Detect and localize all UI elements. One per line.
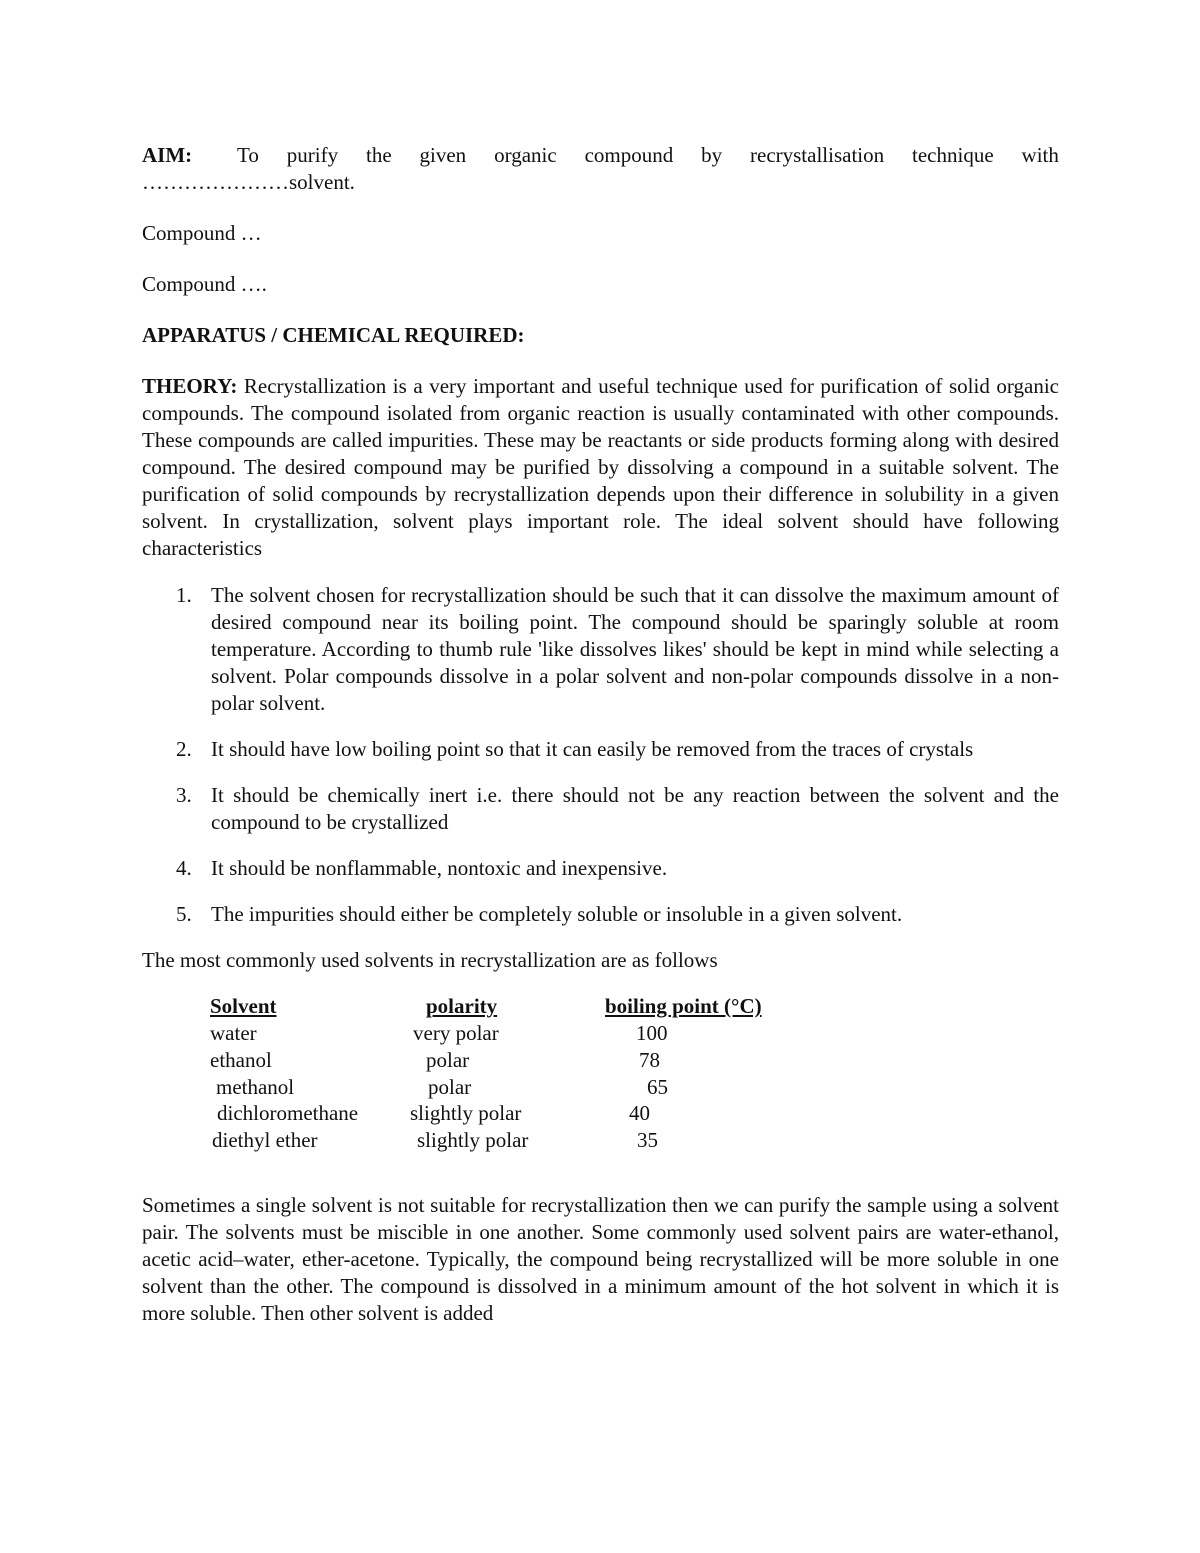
list-item-text: It should be nonflammable, nontoxic and inexpensive. bbox=[211, 856, 668, 880]
table-cell-polarity: polar bbox=[428, 1075, 472, 1099]
theory-paragraph bbox=[142, 373, 1059, 562]
document-page bbox=[142, 142, 1059, 1327]
solvent-pair-paragraph: Sometimes a single solvent is not suitable for recrystallization then we can purify the sample using a solvent pair. The solvents must be miscible in one another. Some commonly used solvent pairs are water-ethanol, acetic acid–water, ether-acetone. Typically, the compound being recrystallized will be more soluble in one solvent than the other. The compound is dissolved in a minimum amount of the hot solvent in which it is more soluble. Then other solvent is added bbox=[142, 1193, 1059, 1325]
header-polarity: polarity bbox=[426, 994, 498, 1018]
table-cell-polarity: slightly polar bbox=[417, 1128, 529, 1152]
list-item bbox=[142, 855, 1059, 882]
compound-line-1: Compound … bbox=[142, 221, 262, 245]
theory-text: Recrystallization is a very important and useful technique used for purification of solid organic compounds. The compound isolated from organic reaction is usually contaminated with other compounds. These compounds are called impurities. These may be reactants or side products forming along with desired compound. The desired compound may be purified by dissolving a compound in a suitable solvent. The purification of solid compounds by recrystallization depends upon their difference in solubility in a given solvent. In crystallization, solvent plays important role. The ideal solvent should have following characteristics bbox=[142, 374, 1059, 560]
list-item-text: It should have low boiling point so that it can easily be removed from the traces of crystals bbox=[211, 737, 974, 761]
list-item-text: The impurities should either be completely soluble or insoluble in a given solvent. bbox=[211, 902, 903, 926]
table-cell-solvent: dichloromethane bbox=[217, 1101, 359, 1125]
solvent-table bbox=[142, 993, 1059, 1153]
list-item-number: 4. bbox=[176, 856, 192, 880]
theory-label: THEORY: bbox=[142, 374, 238, 398]
table-cell-solvent: water bbox=[210, 1021, 257, 1045]
table-cell-boiling-point: 40 bbox=[629, 1101, 650, 1125]
list-item bbox=[142, 582, 1059, 717]
characteristics-list bbox=[142, 582, 1059, 928]
aim-word: the bbox=[365, 143, 392, 167]
table-cell-boiling-point: 100 bbox=[636, 1021, 668, 1045]
list-item bbox=[142, 736, 1059, 763]
aim-word: recrystallisation bbox=[750, 143, 885, 167]
table-cell-polarity: polar bbox=[426, 1048, 470, 1072]
aim-word: To bbox=[237, 143, 259, 167]
table-cell-solvent: methanol bbox=[216, 1075, 295, 1099]
table-cell-boiling-point: 65 bbox=[647, 1075, 668, 1099]
list-item-number: 5. bbox=[176, 902, 192, 926]
apparatus-heading: APPARATUS / CHEMICAL REQUIRED: bbox=[142, 323, 525, 347]
aim-word: given bbox=[419, 143, 467, 167]
header-solvent: Solvent bbox=[210, 994, 277, 1018]
list-item-number: 1. bbox=[176, 583, 192, 607]
aim-text bbox=[237, 142, 1059, 169]
list-item bbox=[142, 901, 1059, 928]
list-item bbox=[142, 782, 1059, 836]
table-cell-polarity: slightly polar bbox=[410, 1101, 522, 1125]
header-boiling-point: boiling point (°C) bbox=[605, 994, 762, 1018]
table-cell-boiling-point: 78 bbox=[639, 1048, 660, 1072]
solvents-intro: The most commonly used solvents in recrystallization are as follows bbox=[142, 948, 718, 972]
aim-word: by bbox=[701, 143, 723, 167]
aim-word: organic bbox=[494, 143, 557, 167]
aim-word: with bbox=[1021, 143, 1059, 167]
aim-word: compound bbox=[584, 143, 674, 167]
aim-word: purify bbox=[286, 143, 339, 167]
table-cell-polarity: very polar bbox=[413, 1021, 499, 1045]
list-item-number: 3. bbox=[176, 783, 192, 807]
aim-line-2: …………………solvent. bbox=[142, 170, 355, 194]
aim-word: technique bbox=[912, 143, 994, 167]
list-item-number: 2. bbox=[176, 737, 192, 761]
aim-label: AIM: bbox=[142, 143, 193, 167]
compound-line-2: Compound …. bbox=[142, 272, 267, 296]
list-item-text: The solvent chosen for recrystallization should be such that it can dissolve the maximum amount of desired compound near its boiling point. The compound should be sparingly soluble at room temperature. According to thumb rule 'like dissolves likes' should be kept in mind while selecting a solvent. Polar compounds dissolve in a polar solvent and non-polar compounds dissolve in a non-polar solvent. bbox=[211, 583, 1059, 715]
table-cell-solvent: diethyl ether bbox=[212, 1128, 318, 1152]
aim-line bbox=[142, 142, 1059, 169]
table-cell-solvent: ethanol bbox=[210, 1048, 272, 1072]
table-cell-boiling-point: 35 bbox=[637, 1128, 658, 1152]
list-item-text: It should be chemically inert i.e. there should not be any reaction between the solvent and the compound to be crystallized bbox=[211, 783, 1059, 834]
